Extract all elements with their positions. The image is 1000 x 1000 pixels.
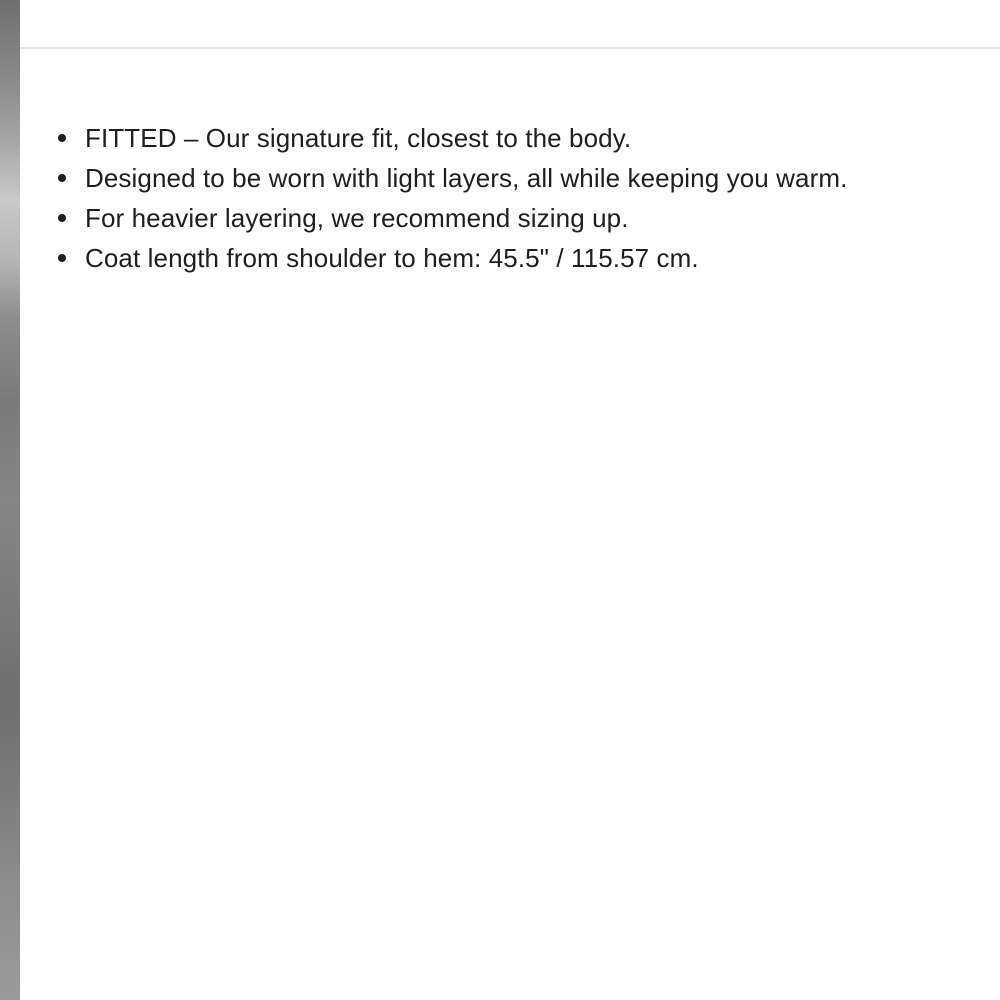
bullet-icon (58, 174, 66, 182)
list-item-text: Designed to be worn with light layers, all while keeping you warm. (85, 163, 848, 193)
list-item-text: For heavier layering, we recommend sizing up. (85, 203, 629, 233)
list-item-text: Coat length from shoulder to hem: 45.5" / 115.57 cm. (85, 243, 699, 273)
list-item-text: FITTED – Our signature fit, closest to the body. (85, 123, 632, 153)
list-item (85, 158, 847, 198)
bullet-icon (58, 134, 66, 142)
list-item (85, 198, 847, 238)
bullet-icon (58, 214, 66, 222)
bullet-icon (58, 254, 66, 262)
window-left-edge (0, 0, 20, 1000)
section-divider (20, 47, 1000, 49)
list-item (85, 238, 847, 278)
product-details-list (85, 118, 847, 278)
list-item (85, 118, 847, 158)
